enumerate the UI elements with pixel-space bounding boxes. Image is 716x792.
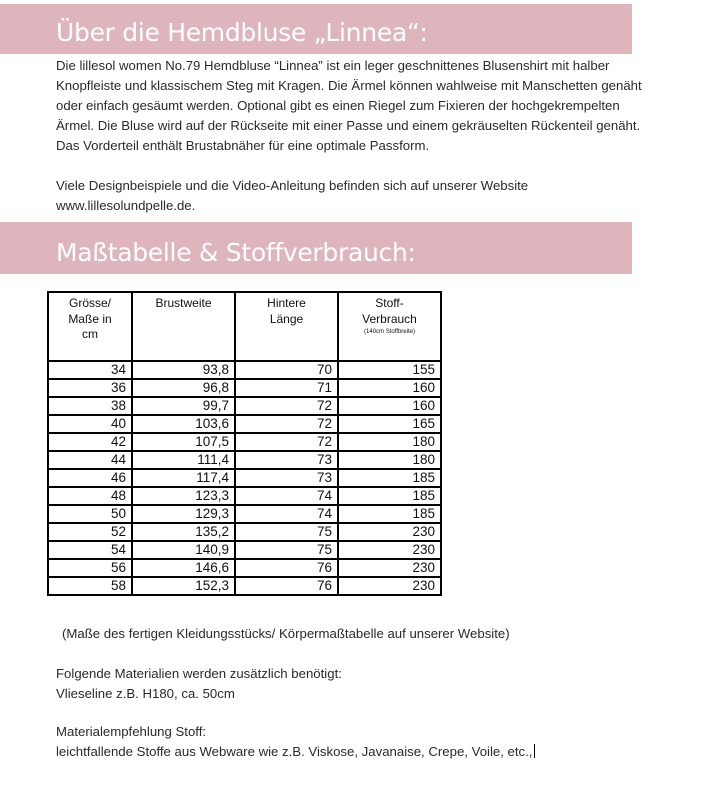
length-cell: 72 [235, 415, 338, 433]
length-cell: 74 [235, 505, 338, 523]
table-row [48, 361, 441, 379]
materials-heading: Folgende Materialien werden zusätzlich benötigt: [56, 666, 342, 681]
website-link[interactable]: www.lillesolundpelle.de. [56, 198, 196, 213]
fabric-cell: 230 [338, 523, 441, 541]
size-cell: 50 [48, 505, 132, 523]
table-row [48, 451, 441, 469]
header-back-length: Hintere Länge [235, 292, 338, 361]
fabric-cell: 230 [338, 577, 441, 595]
header-size: Grösse/ Maße in cm [48, 292, 132, 361]
section-banner-about [0, 4, 632, 54]
header-bust: Brustweite [132, 292, 235, 361]
length-cell: 75 [235, 523, 338, 541]
table-row [48, 559, 441, 577]
length-cell: 76 [235, 559, 338, 577]
size-cell: 34 [48, 361, 132, 379]
fabric-recommendation-section [56, 722, 535, 762]
size-cell: 54 [48, 541, 132, 559]
fabric-text-line [56, 742, 535, 762]
length-cell: 70 [235, 361, 338, 379]
bust-cell: 117,4 [132, 469, 235, 487]
bust-cell: 99,7 [132, 397, 235, 415]
table-row [48, 523, 441, 541]
length-cell: 73 [235, 451, 338, 469]
size-cell: 44 [48, 451, 132, 469]
intro-paragraph [56, 56, 706, 156]
section-banner-size-table [0, 222, 632, 274]
size-cell: 40 [48, 415, 132, 433]
fabric-cell: 160 [338, 379, 441, 397]
length-cell: 74 [235, 487, 338, 505]
size-table [47, 291, 442, 596]
bust-cell: 111,4 [132, 451, 235, 469]
bust-cell: 107,5 [132, 433, 235, 451]
fabric-cell: 180 [338, 433, 441, 451]
materials-text: Vlieseline z.B. H180, ca. 50cm [56, 686, 235, 701]
length-cell: 73 [235, 469, 338, 487]
size-cell: 56 [48, 559, 132, 577]
table-row [48, 577, 441, 595]
fabric-cell: 165 [338, 415, 441, 433]
intro-line: Das Vorderteil enthält Brustabnäher für eine optimale Passform. [56, 138, 430, 153]
table-row [48, 397, 441, 415]
intro-line: Ärmel. Die Bluse wird auf der Rückseite mit einer Passe und einem gekräuselten Rückenteil genäht. [56, 118, 641, 133]
fabric-heading: Materialempfehlung Stoff: [56, 724, 207, 739]
text-cursor [534, 744, 535, 758]
design-line: Viele Designbeispiele und die Video-Anleitung befinden sich auf unserer Website [56, 178, 529, 193]
bust-cell: 135,2 [132, 523, 235, 541]
table-row [48, 433, 441, 451]
bust-cell: 146,6 [132, 559, 235, 577]
size-cell: 38 [48, 397, 132, 415]
table-row [48, 469, 441, 487]
table-row [48, 415, 441, 433]
table-note: (Maße des fertigen Kleidungsstücks/ Körpermaßtabelle auf unserer Website) [62, 626, 510, 641]
section-title-size-table: Maßtabelle & Stoffverbrauch: [56, 238, 416, 267]
length-cell: 76 [235, 577, 338, 595]
table-row [48, 379, 441, 397]
header-fabric-usage: Stoff- Verbrauch (140cm Stoffbreite) [338, 292, 441, 361]
size-cell: 46 [48, 469, 132, 487]
bust-cell: 93,8 [132, 361, 235, 379]
size-cell: 58 [48, 577, 132, 595]
bust-cell: 152,3 [132, 577, 235, 595]
table-row [48, 487, 441, 505]
bust-cell: 129,3 [132, 505, 235, 523]
size-cell: 52 [48, 523, 132, 541]
bust-cell: 140,9 [132, 541, 235, 559]
bust-cell: 103,6 [132, 415, 235, 433]
intro-line: oder einfach gesäumt werden. Optional gibt es einen Riegel zum Fixieren der hochgekrempelten [56, 98, 620, 113]
length-cell: 72 [235, 397, 338, 415]
intro-line: Knopfleiste und klassischem Steg mit Kragen. Die Ärmel können wahlweise mit Manschetten genäht [56, 78, 642, 93]
size-cell: 36 [48, 379, 132, 397]
length-cell: 75 [235, 541, 338, 559]
table-row [48, 505, 441, 523]
fabric-cell: 230 [338, 559, 441, 577]
fabric-width-note: (140cm Stoffbreite) [364, 329, 415, 335]
fabric-cell: 230 [338, 541, 441, 559]
fabric-cell: 185 [338, 487, 441, 505]
size-cell: 48 [48, 487, 132, 505]
length-cell: 72 [235, 433, 338, 451]
bust-cell: 123,3 [132, 487, 235, 505]
fabric-cell: 155 [338, 361, 441, 379]
section-title-about: Über die Hemdbluse „Linnea“: [56, 18, 428, 47]
table-header-row [48, 292, 441, 361]
length-cell: 71 [235, 379, 338, 397]
fabric-cell: 185 [338, 505, 441, 523]
intro-line: Die lillesol women No.79 Hemdbluse “Linnea” ist ein leger geschnittenes Blusenshirt mit halber [56, 58, 610, 73]
size-cell: 42 [48, 433, 132, 451]
table-row [48, 541, 441, 559]
design-paragraph [56, 176, 706, 216]
bust-cell: 96,8 [132, 379, 235, 397]
fabric-cell: 185 [338, 469, 441, 487]
fabric-cell: 160 [338, 397, 441, 415]
fabric-text: leichtfallende Stoffe aus Webware wie z.B. Viskose, Javanaise, Crepe, Voile, etc., [56, 744, 533, 759]
materials-section [56, 664, 342, 704]
fabric-cell: 180 [338, 451, 441, 469]
